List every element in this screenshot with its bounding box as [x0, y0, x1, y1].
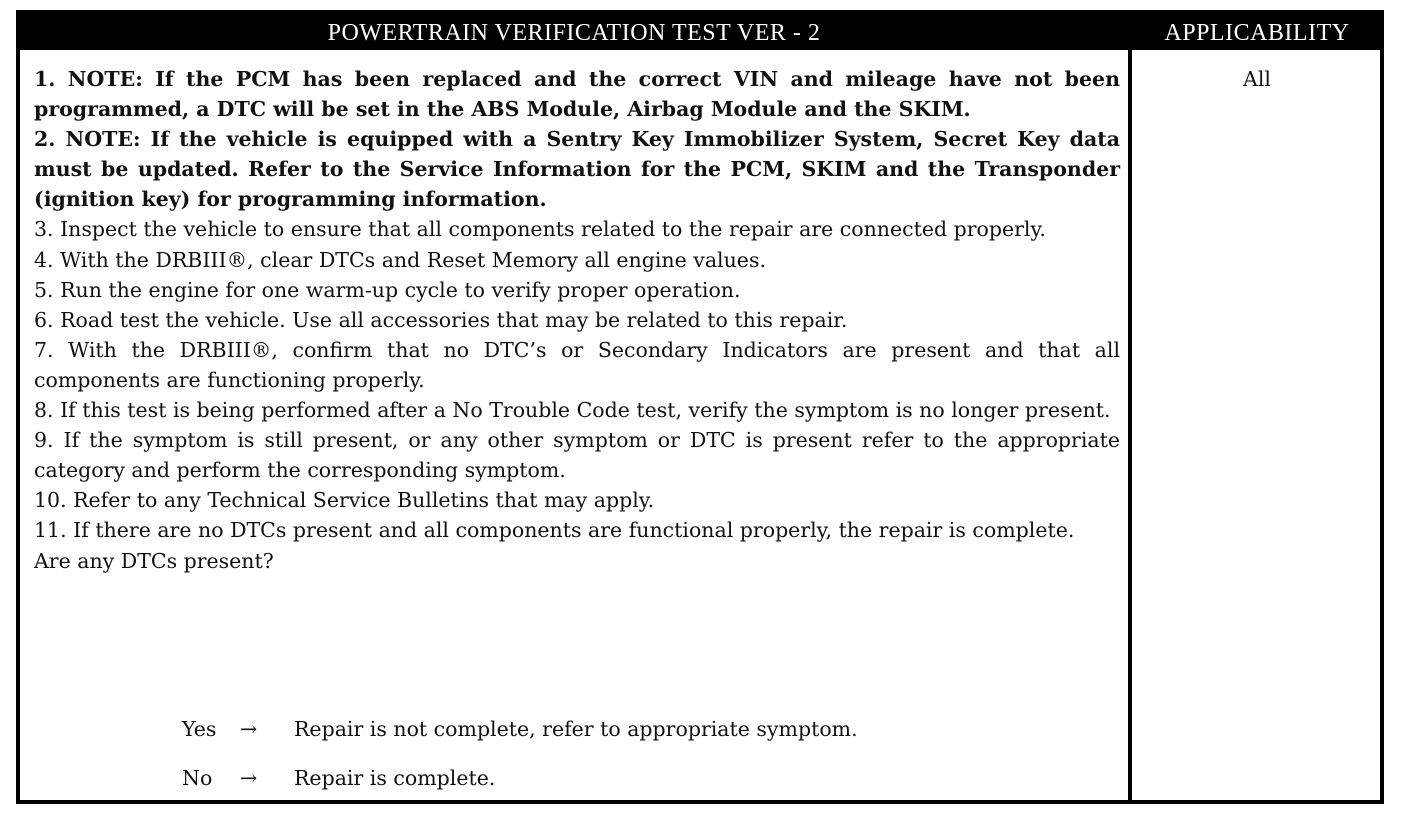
step-5: 5. Run the engine for one warm-up cycle to verify proper operation.	[34, 277, 741, 302]
test-title: POWERTRAIN VERIFICATION TEST VER - 2	[327, 20, 821, 46]
step-9: 9. If the symptom is still present, or any other symptom or DTC is present refer to the appropriate category and perform the corresponding symptom.	[34, 428, 1120, 483]
table-header	[20, 14, 1380, 50]
step-6: 6. Road test the vehicle. Use all accessories that may be related to this repair.	[34, 307, 848, 332]
applicability-value: All	[1243, 67, 1271, 91]
step-1-note: 1. NOTE: If the PCM has been replaced and the correct VIN and mileage have not been programmed, a DTC will be set in the ABS Module, Airbag Module and the SKIM.	[34, 67, 1120, 122]
right-arrow-icon: →	[240, 717, 258, 741]
answer-no	[182, 763, 495, 793]
step-8: 8. If this test is being performed after a No Trouble Code test, verify the symptom is no longer present.	[34, 398, 1111, 423]
step-10: 10. Refer to any Technical Service Bulletins that may apply.	[34, 488, 655, 513]
applicability-header: APPLICABILITY	[1164, 20, 1350, 46]
answer-no-text: Repair is complete.	[294, 766, 496, 790]
step-4: 4. With the DRBIII®, clear DTCs and Reset Memory all engine values.	[34, 247, 766, 272]
answer-yes-label: Yes	[182, 717, 217, 741]
answer-yes-text: Repair is not complete, refer to appropriate symptom.	[294, 717, 858, 741]
answer-yes	[182, 714, 858, 744]
step-11: 11. If there are no DTCs present and all components are functional properly, the repair is complete.	[34, 518, 1075, 543]
step-3: 3. Inspect the vehicle to ensure that all components related to the repair are connected properly.	[34, 217, 1046, 242]
verification-test-table	[16, 10, 1384, 804]
column-divider	[1128, 14, 1132, 800]
right-arrow-icon: →	[240, 766, 258, 790]
procedure-steps	[34, 64, 1120, 576]
question: Are any DTCs present?	[34, 548, 274, 573]
step-7: 7. With the DRBIII®, confirm that no DTC’s or Secondary Indicators are present and that all components are functioning properly.	[34, 337, 1120, 392]
step-2-note: 2. NOTE: If the vehicle is equipped with a Sentry Key Immobilizer System, Secret Key data must be updated. Refer to the Service Information for the PCM, SKIM and the Transponder (ignition key) for programming information.	[34, 127, 1120, 212]
answer-no-label: No	[182, 766, 213, 790]
